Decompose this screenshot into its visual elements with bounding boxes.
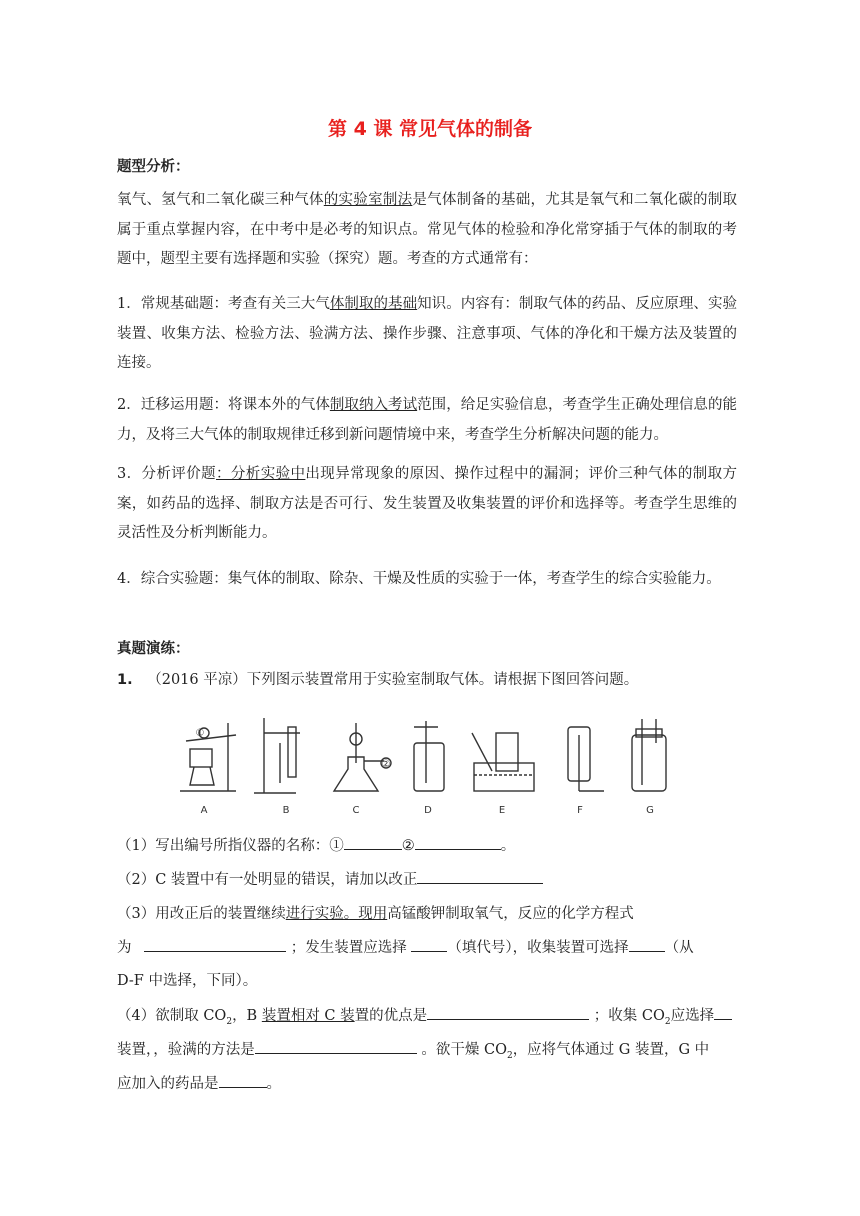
apparatus-g bbox=[632, 719, 666, 791]
sub-question-4-line-3 bbox=[117, 1072, 281, 1093]
analysis-item-3 bbox=[117, 460, 737, 549]
item3-text: 3．分析评价题 bbox=[117, 466, 217, 482]
figure-label-e: E bbox=[498, 805, 506, 816]
apparatus-b bbox=[254, 718, 300, 793]
sub-question-1 bbox=[117, 834, 515, 855]
answer-blank-8[interactable] bbox=[714, 1004, 732, 1020]
co2-subscript: 2 bbox=[506, 1050, 513, 1061]
figure-label-a: A bbox=[200, 805, 208, 816]
figure-label-g: G bbox=[646, 805, 654, 816]
analysis-item-4 bbox=[117, 565, 737, 595]
item2-underlined: 制取纳入考试 bbox=[329, 397, 418, 413]
sub3-from: （从 bbox=[664, 940, 694, 956]
question-number: 1. bbox=[117, 672, 133, 688]
sub2-text: （2）C 装置中有一处明显的错误，请加以改正 bbox=[117, 872, 418, 888]
intro-text: 氧气、氢气和二氧化碳三种气体 bbox=[117, 192, 324, 208]
figure-mark-2: ② bbox=[381, 759, 391, 770]
figure-label-f: F bbox=[577, 805, 583, 816]
sub1-mark: ② bbox=[401, 838, 415, 854]
sub3-underlined: 进行实验。现用 bbox=[285, 906, 388, 922]
answer-blank-9[interactable] bbox=[255, 1038, 417, 1054]
sub4-advantage: 置的优点是 bbox=[354, 1008, 428, 1024]
answer-blank-3[interactable] bbox=[417, 868, 543, 884]
sub4-through-g: ，应将气体通过 G 装置，G 中 bbox=[512, 1042, 710, 1058]
answer-blank-5[interactable] bbox=[411, 936, 447, 952]
intro-text-rest: 是气体制备的基础，尤其是氧气和二氧化碳的制取属于重点掌握内容，在中考中是必考的知识点。常见气体的检验和净化常穿插于气体的制取的考题中，题型主要有选择题和实验（探究）题。考查的方式通常有： bbox=[117, 192, 738, 267]
sub4-check: 装置，，验满的方法是 bbox=[117, 1042, 255, 1058]
co2-subscript: 2 bbox=[664, 1016, 671, 1027]
apparatus-e bbox=[472, 733, 534, 791]
answer-blank-6[interactable] bbox=[629, 936, 665, 952]
analysis-heading: 题型分析： bbox=[117, 159, 190, 175]
apparatus-f bbox=[568, 727, 604, 791]
answer-blank-10[interactable] bbox=[219, 1072, 267, 1088]
sub4-text: （4）欲制取 CO bbox=[117, 1008, 227, 1024]
co2-subscript: 2 bbox=[226, 1016, 233, 1027]
apparatus-d bbox=[414, 721, 444, 791]
sub-question-3-line-3 bbox=[117, 969, 257, 990]
sub4-end: 。 bbox=[266, 1076, 281, 1092]
sub4-dry: 。欲干燥 CO bbox=[421, 1042, 507, 1058]
question-1 bbox=[117, 668, 638, 689]
sub4-collect: ；收集 CO bbox=[593, 1008, 665, 1024]
practice-heading: 真题演练： bbox=[117, 641, 190, 657]
item1-underlined: 体制取的基础 bbox=[329, 296, 418, 312]
answer-blank-2[interactable] bbox=[415, 834, 501, 850]
sub3-generator: ；发生装置应选择 bbox=[290, 940, 407, 956]
sub-question-3 bbox=[117, 902, 634, 923]
apparatus-c bbox=[334, 723, 391, 791]
item1-text: 1．常规基础题：考查有关三大气 bbox=[117, 296, 330, 312]
sub4-underlined: 装置相对 C 装 bbox=[261, 1008, 355, 1024]
sub-question-4-line-2 bbox=[117, 1038, 709, 1061]
item3-text-rest: 出现异常现象的原因、操作过程中的漏洞；评价三种气体的制取方案，如药品的选择、制取方法是否可行、发生装置及收集装置的评价和选择等。考查学生思维的灵活性及分析判断能力。 bbox=[117, 466, 738, 541]
item2-text: 2．迁移运用题：将课本外的气体 bbox=[117, 397, 330, 413]
sub3-text: （3）用改正后的装置继续 bbox=[117, 906, 286, 922]
item1-text-rest: 知识。内容有：制取气体的药品、反应原理、实验装置、收集方法、检验方法、验满方法、操作步骤、注意事项、气体的净化和干燥方法及装置的连接。 bbox=[117, 296, 738, 371]
question-text: （2016 平凉）下列图示装置常用于实验室制取气体。请根据下图回答问题。 bbox=[147, 672, 639, 688]
analysis-item-1 bbox=[117, 290, 737, 379]
page-title: 第 4 课 常见气体的制备 bbox=[327, 118, 533, 140]
answer-blank-4[interactable] bbox=[144, 936, 286, 952]
answer-blank-7[interactable] bbox=[427, 1004, 589, 1020]
item2-text-rest: 范围，给足实验信息，考查学生正确处理信息的能力，及将三大气体的制取规律迁移到新问题情境中来，考查学生分析解决问题的能力。 bbox=[117, 397, 738, 443]
figure-label-b: B bbox=[282, 805, 290, 816]
apparatus-a bbox=[180, 723, 236, 791]
sub1-end: 。 bbox=[500, 838, 516, 854]
apparatus-figure bbox=[176, 713, 696, 823]
sub-question-3-line-2 bbox=[117, 936, 694, 957]
figure-label-c: C bbox=[352, 805, 360, 816]
sub3-for: 为 bbox=[117, 940, 132, 956]
sub3-note: D-F 中选择，下同）。 bbox=[117, 973, 258, 989]
sub3-collector: （填代号），收集装置可选择 bbox=[447, 940, 629, 956]
analysis-intro bbox=[117, 186, 737, 275]
intro-underlined: 的实验室制法 bbox=[323, 192, 413, 208]
figure-mark-1: ① bbox=[195, 728, 205, 739]
sub-question-2 bbox=[117, 868, 543, 889]
sub4-choose: 应选择 bbox=[670, 1008, 715, 1024]
answer-blank-1[interactable] bbox=[344, 834, 402, 850]
sub4-reagent: 应加入的药品是 bbox=[117, 1076, 219, 1092]
item3-underlined: ：分析实验中 bbox=[216, 466, 306, 482]
sub-question-4 bbox=[117, 1004, 732, 1027]
sub4-b: ，B bbox=[232, 1008, 262, 1024]
analysis-item-2 bbox=[117, 391, 737, 450]
sub1-text: （1）写出编号所指仪器的名称：① bbox=[117, 838, 344, 854]
figure-label-d: D bbox=[424, 805, 432, 816]
sub3-text-rest: 高锰酸钾制取氧气，反应的化学方程式 bbox=[387, 906, 634, 922]
item4-text: 4．综合实验题：集气体的制取、除杂、干燥及性质的实验于一体，考查学生的综合实验能力。 bbox=[117, 571, 721, 587]
